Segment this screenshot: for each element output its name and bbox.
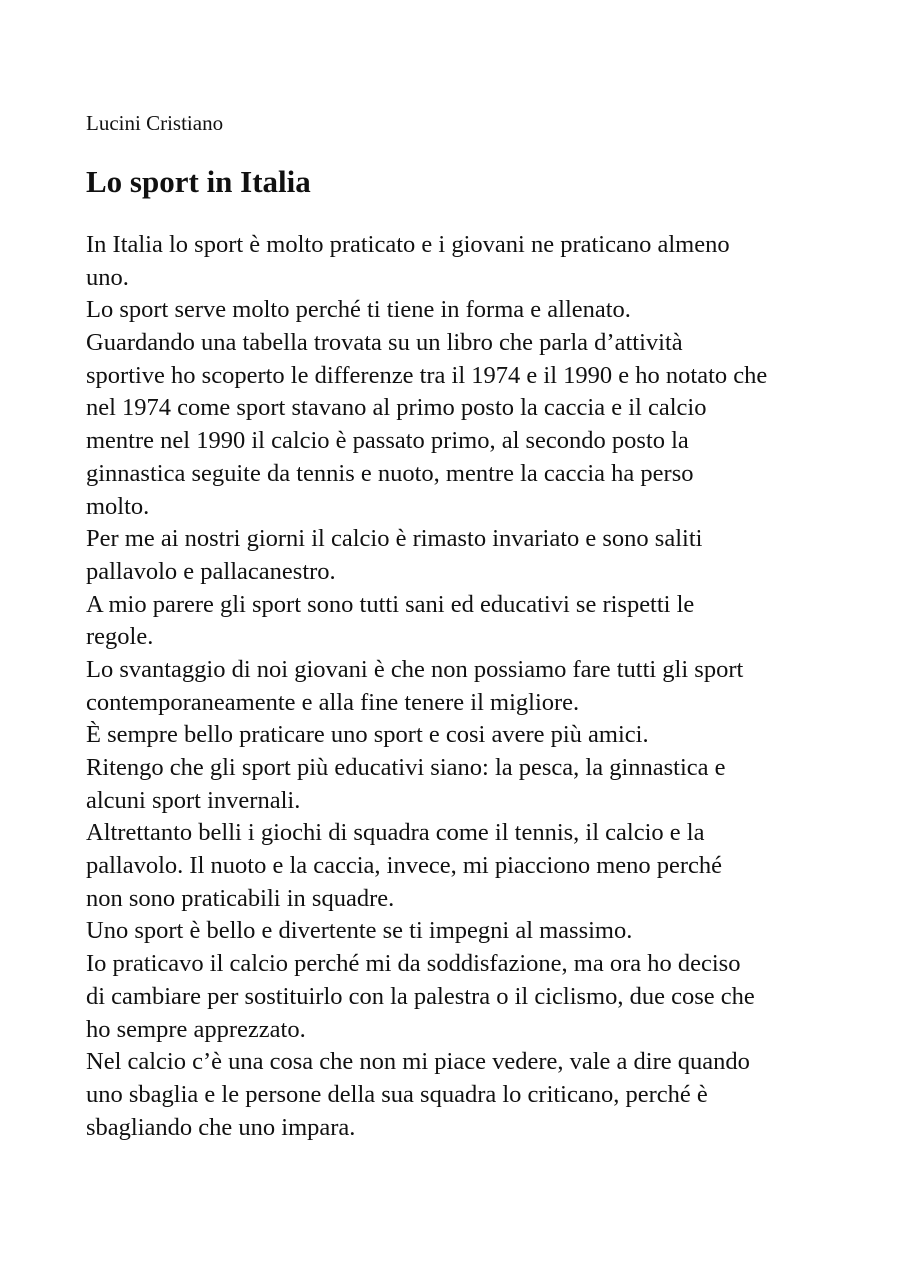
text-line: Io praticavo il calcio perché mi da soddisfazione, ma ora ho deciso <box>86 950 741 978</box>
text-line: nel 1974 come sport stavano al primo posto la caccia e il calcio <box>86 394 707 422</box>
text-line: sportive ho scoperto le differenze tra il 1974 e il 1990 e ho notato che <box>86 361 768 389</box>
text-line: regole. <box>86 623 154 651</box>
text-line: uno sbaglia e le persone della sua squadra lo criticano, perché è <box>86 1080 708 1108</box>
text-line: molto. <box>86 492 150 520</box>
text-line: alcuni sport invernali. <box>86 786 301 814</box>
text-line: Guardando una tabella trovata su un libro che parla d’attività <box>86 329 683 357</box>
text-line: uno. <box>86 263 129 291</box>
text-line: Lo sport serve molto perché ti tiene in forma e allenato. <box>86 296 631 324</box>
text-line: sbagliando che uno impara. <box>86 1113 356 1141</box>
text-line: A mio parere gli sport sono tutti sani ed educativi se rispetti le <box>86 590 695 618</box>
essay-body <box>86 229 826 1144</box>
page-title: Lo sport in Italia <box>86 164 311 199</box>
text-line: Per me ai nostri giorni il calcio è rimasto invariato e sono saliti <box>86 525 703 553</box>
text-line: È sempre bello praticare uno sport e cosi avere più amici. <box>86 721 649 749</box>
text-line: ho sempre apprezzato. <box>86 1015 306 1043</box>
text-line: Nel calcio c’è una cosa che non mi piace vedere, vale a dire quando <box>86 1048 750 1076</box>
text-line: Altrettanto belli i giochi di squadra come il tennis, il calcio e la <box>86 819 705 847</box>
text-line: In Italia lo sport è molto praticato e i giovani ne praticano almeno <box>86 231 730 258</box>
text-line: non sono praticabili in squadre. <box>86 884 395 912</box>
text-line: pallavolo. Il nuoto e la caccia, invece, mi piacciono meno perché <box>86 852 723 880</box>
text-line: Uno sport è bello e divertente se ti impegni al massimo. <box>86 917 633 945</box>
text-line: contemporaneamente e alla fine tenere il migliore. <box>86 688 580 716</box>
text-line: mentre nel 1990 il calcio è passato primo, al secondo posto la <box>86 427 689 455</box>
text-line: ginnastica seguite da tennis e nuoto, mentre la caccia ha perso <box>86 459 694 487</box>
author-name: Lucini Cristiano <box>86 111 224 135</box>
text-line: Lo svantaggio di noi giovani è che non possiamo fare tutti gli sport <box>86 655 744 683</box>
text-line: pallavolo e pallacanestro. <box>86 557 336 585</box>
text-line: Ritengo che gli sport più educativi siano: la pesca, la ginnastica e <box>86 754 726 781</box>
text-line: di cambiare per sostituirlo con la palestra o il ciclismo, due cose che <box>86 982 755 1010</box>
